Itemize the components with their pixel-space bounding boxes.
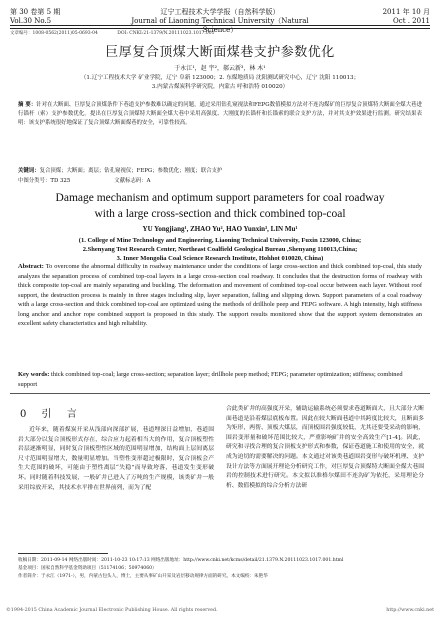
classification-zh	[18, 176, 422, 184]
article-meta	[10, 30, 232, 36]
volume-en: Vol.30 No.5	[10, 17, 52, 25]
keywords-zh	[18, 166, 422, 174]
abstract-zh-text: 针对在大断面、巨厚复合顶煤条件下巷道支护参数难以确定的问题，通过采用钻孔窥视法和FEPG数值模拟方法对不连沟煤矿的巨厚复合顶煤特大断面全煤大巷进行锚杆（索）支护参数优化。提出在巨厚复合顶煤特大断面全煤大巷中采用高强度、大刚度的长锚杆和长锚索的联合支护方法，并对其支护效果进行监测。研究结果表明：该支护系统很好地保证了复合顶煤大断面煤巷的安全，可靠性较高。	[18, 102, 422, 126]
authors-en: YU Yongjiang¹, ZHAO Yu², HAO Yunxin³, LIN Mu¹	[142, 225, 298, 233]
copyright-text: ©1994-2015 China Academic Journal Electronic Publishing House. All rights reserved.	[6, 608, 218, 613]
abstract-en	[18, 262, 422, 329]
date-en: Oct . 2011	[393, 17, 430, 25]
body-column-right: 合此类矿井的高强度开采，辅助运输系统必须要求巷道断面大，且大部分大断面巷道是沿着煤层底板布置。因此在较大断面巷道中其跨度比较大，且断面多为矩形，两帮、顶板大煤层，而顶板围岩强度较低，尤其还要受采动的影响，围岩变形量和破坏范围比较大，严重影响矿井的安全高效生产[1-4]。因此，研究和寻找合理的复合顶板支护形式和参数，保证巷道施工和使用的安全，就成为迫切的需要解决的问题。本文通过对该类巷道围岩变形与破坏机理、支护设计方法等方面展开理论分析研究工作，对巨厚复合顶煤特大断面全煤大巷围岩的控制技术进行研究。本文拟以准格尔煤田不连沟矿为依托，采用理论分析、数值模拟的综合分析方法研	[226, 406, 424, 489]
abstract-zh	[18, 101, 422, 128]
date-zh: 2011 年 10 月	[382, 8, 430, 16]
issue-date	[383, 8, 430, 26]
footnote-received: 收稿日期：2011-09-14 网络出版时间：2011-10-23 10:17:13 网络出版地址：http://www.cnki.net/kcms/detail/21.1379.N.20111023.1017.001.html	[18, 558, 344, 563]
title-en	[20, 190, 420, 222]
keywords-en	[18, 370, 422, 389]
affiliation-en-2: 2.Shenyang Test Research Center, Northeast Coalfield Geological Bureau ,Shenyang 110013,China;	[82, 246, 358, 253]
journal-name-en: Journal of Liaoning Technical University（Natural Science）	[131, 17, 309, 34]
title-en-line-1: Damage mechanism and optimum support parameters for coal roadway	[55, 192, 385, 204]
volume-info	[10, 8, 60, 26]
body-column-left: 近年来，随着煤炭开采从浅部向深部扩展，巷道埋深日益增加，巷道围岩大部分以复合顶板形式存在，综合应力起着相当大的作用，复合顶板塑性岩层逐渐明显，同时复合顶板塑性区域的范围明显增加，结构面上层间离层尺寸范围明显增大，数量明显增加。当塑性变形超过极限时，复合顶板会产生大范围的破坏，可能由于塑性离层“失稳”而导致垮落，巷道发生变形破坏。同时随着科技发展，一般矿井已进入了万吨的生产规模，该类矿井一般采用综放开采，其技术水平排在世界前列，而为了配	[18, 427, 214, 491]
journal-name-zh: 辽宁工程技术大学学报（自然科学版）	[160, 8, 280, 16]
volume-zh: 第 30 卷第 5 期	[10, 8, 61, 16]
footnote-fund: 基金项目：国家自然科学基金资助项目（51174106；50974060）	[18, 566, 157, 571]
section-divider	[10, 393, 430, 394]
header-rule-thick	[10, 25, 430, 26]
clc-number: 中图分类号：TD 325	[18, 178, 71, 184]
affiliation-en-3: 3. Inner Mongolia Coal Science Research Institute, Hohhot 010020, China)	[116, 255, 324, 262]
affiliation-zh-2: 3.内蒙古煤炭科学研究院，内蒙古 呼和浩特 010020）	[151, 84, 289, 90]
authors-zh: 于永江¹，赵 宇²，郝云新³，林 木¹	[174, 65, 266, 72]
copyright-bar	[6, 608, 434, 613]
title-zh: 巨厚复合顶煤大断面煤巷支护参数优化	[105, 45, 335, 60]
keywords-zh-text: 复合顶煤；大断面；离层；钻孔窥视仪；FEPG；参数优化；刚度；联合支护	[39, 168, 223, 174]
abstract-en-label: Abstract:	[18, 263, 44, 270]
title-en-line-2: with a large cross-section and thick combined top-coal	[94, 208, 346, 220]
doi: DOI: CNKI:21-1379/N.20111023.1017.001	[117, 31, 215, 36]
article-number: 文章编号：1008-0562(2011)05-0693-04	[10, 31, 98, 36]
header-rule-thin	[10, 28, 430, 29]
footnote-author: 作者简介：于永江（1971-），男，内蒙古包头人，博士，主要从事矿山开采及岩层移动规律方面的研究。本文编校：朱艳华	[18, 574, 268, 579]
affiliation-en-1: (1. College of Mine Technology and Engineering, Liaoning Technical University, Fuxin 123000, China;	[78, 237, 362, 244]
document-code: 文献标志码：A	[114, 178, 151, 184]
keywords-zh-label: 关键词：	[18, 168, 40, 174]
abstract-en-text: To overcome the abnormal difficulty in roadway maintenance under the conditions of large cross-section and thick combined top-coal, this study analyzes the separation process of combined top-coal layers in a large cross-section coal roadway. It concludes that the destruction forms of roadway with thick composite top-coal are mainly separating and buckling. The deformation and movement of combined top-coal occur between each layer. Without roof support, the destruction process is mainly in three stages including slip, layer separation, falling and slipping down. Support parameters of a coal roadway with a large cross-section and thick combined top-coal are optimized using the methods of drillhole peep and FEPG software. A high intensity, high stiffness long anchor and anchor rope combined support is proposed in this study. The support results monitored show that the support system demonstrates an excellent safety characteristics and high reliability.	[18, 263, 422, 327]
keywords-en-text: thick combined top-coal; large cross-section; separation layer; drillhole peep method; FEPG; parameter optimization; stiffness; combined support	[18, 371, 403, 388]
affiliation-zh-1: （1.辽宁工程技术大学 矿业学院，辽宁 阜新 123000；2. 东煤地质局 沈阳测试研究中心，辽宁 沈阳 110013；	[80, 75, 360, 81]
keywords-en-label: Key words:	[18, 371, 50, 378]
section-heading-introduction: 0 引 言	[20, 409, 83, 420]
footnote-rule	[18, 553, 108, 554]
cnki-link[interactable]: http://www.cnki.net	[386, 608, 434, 613]
abstract-zh-label: 摘 要：	[18, 102, 37, 108]
